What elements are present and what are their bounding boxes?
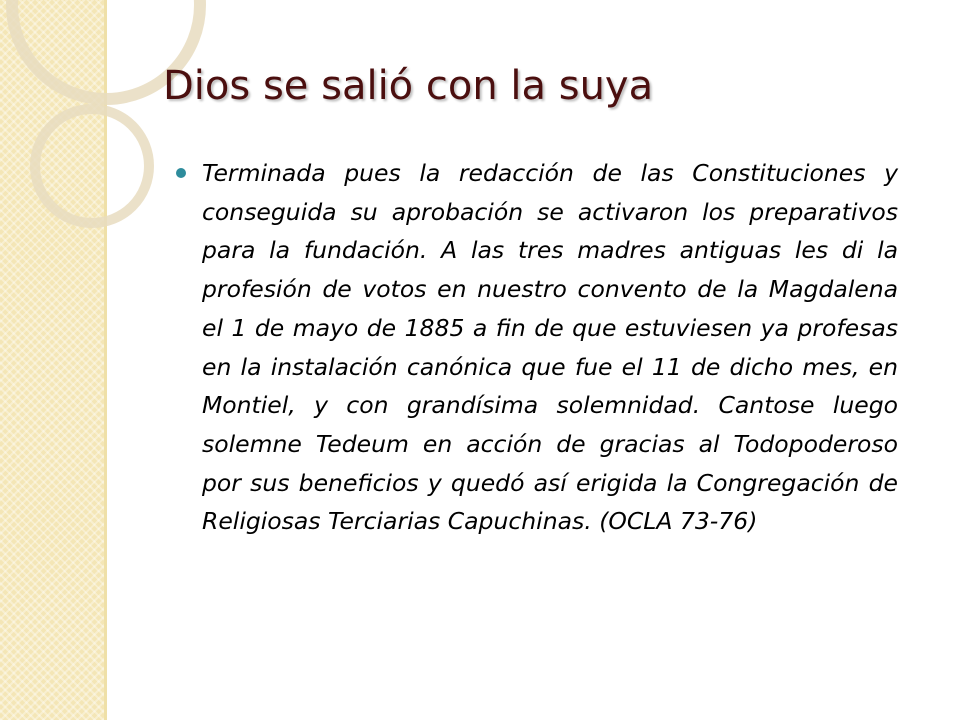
slide-title: Dios se salió con la suya [163, 63, 654, 109]
bullet-dot [176, 168, 186, 178]
body-paragraph: Terminada pues la redacción de las Constituciones y conseguida su aprobación se activaron los preparativos para la fundación. A las tres madres antiguas les di la profesión de votos en nuestro convento de la Magdalena el 1 de mayo de 1885 a fin de que estuviesen ya profesas en la instalación canónica que fue el 11 de dicho mes, en Montiel, y con grandísima solemnidad. Cantose luego solemne Tedeum en acción de gracias al Todopoderoso por sus beneficios y quedó así erigida la Congregación de Religiosas Terciarias Capuchinas. (OCLA 73-76) [202, 159, 898, 536]
small-ring [35, 109, 149, 223]
